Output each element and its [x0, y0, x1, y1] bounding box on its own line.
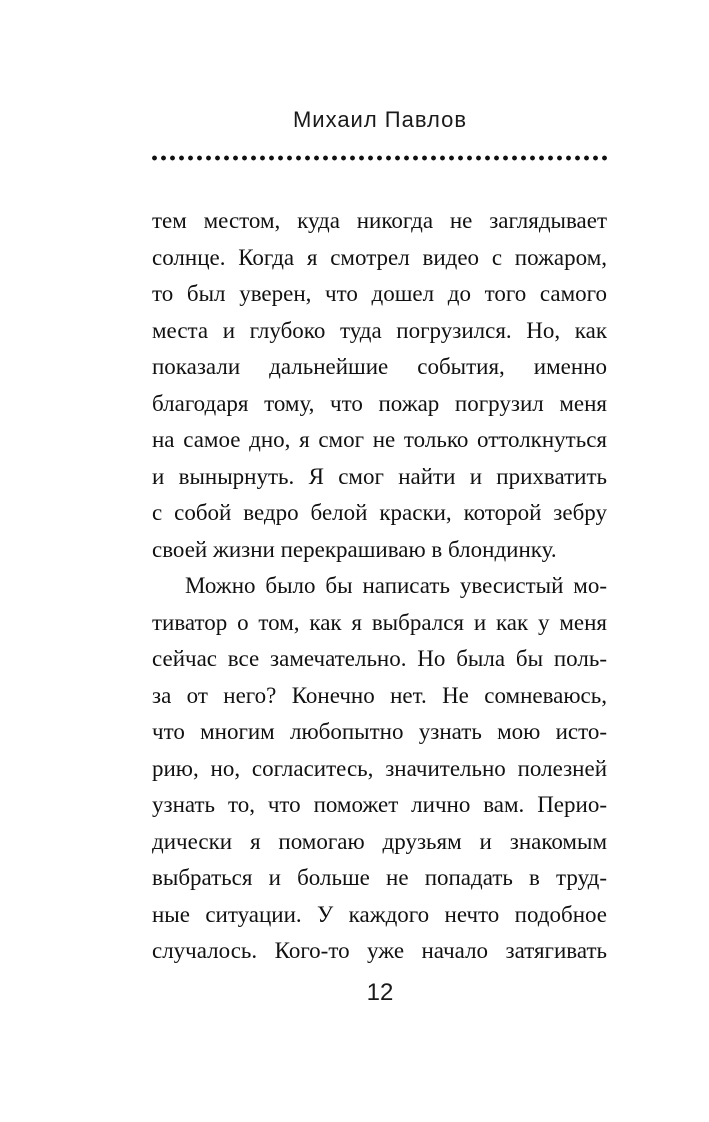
text-line: тиватор о том, как я выбрался и как у меня [152, 609, 607, 635]
text-line: с собой ведро белой краски, которой зебру [152, 500, 607, 525]
text-line: то был уверен, что дошел до того самого [152, 281, 607, 306]
text-line: сейчас все замечательно. Но была бы поль- [152, 646, 607, 671]
running-header-author: Михаил Павлов [292, 107, 468, 132]
text-line: случалось. Кого-то уже начало затягивать [152, 938, 607, 963]
text-line-paragraph-start: Можно было бы написать увесистый мо- [185, 573, 607, 598]
text-line: что многим любопытно узнать мою исто- [152, 719, 607, 744]
text-line: показали дальнейшие события, именно [152, 354, 607, 379]
text-line: своей жизни перекрашиваю в блондинку. [152, 536, 557, 562]
text-line: выбраться и больше не попадать в труд- [152, 865, 607, 890]
text-line: дически я помогаю друзьям и знакомым [152, 828, 607, 854]
body-text [152, 203, 607, 970]
text-line: на самое дно, я смог не только оттолкнуться [152, 427, 607, 452]
text-line: рию, но, согласитесь, значительно полезней [152, 755, 607, 781]
text-line: места и глубоко туда погрузился. Но, как [152, 317, 607, 343]
text-line: за от него? Конечно нет. Не сомневаюсь, [152, 682, 607, 708]
text-line: солнце. Когда я смотрел видео с пожаром, [152, 244, 607, 270]
text-line: тем местом, куда никогда не заглядывает [152, 208, 607, 233]
text-line: и вынырнуть. Я смог найти и прихватить [152, 463, 607, 489]
text-line: благодаря тому, что пожар погрузил меня [152, 390, 607, 416]
page-number: 12 [366, 979, 394, 1006]
text-line: ные ситуации. У каждого нечто подобное [152, 901, 607, 927]
dotted-divider [150, 155, 608, 161]
text-line: узнать то, что поможет лично вам. Перио- [152, 792, 607, 817]
